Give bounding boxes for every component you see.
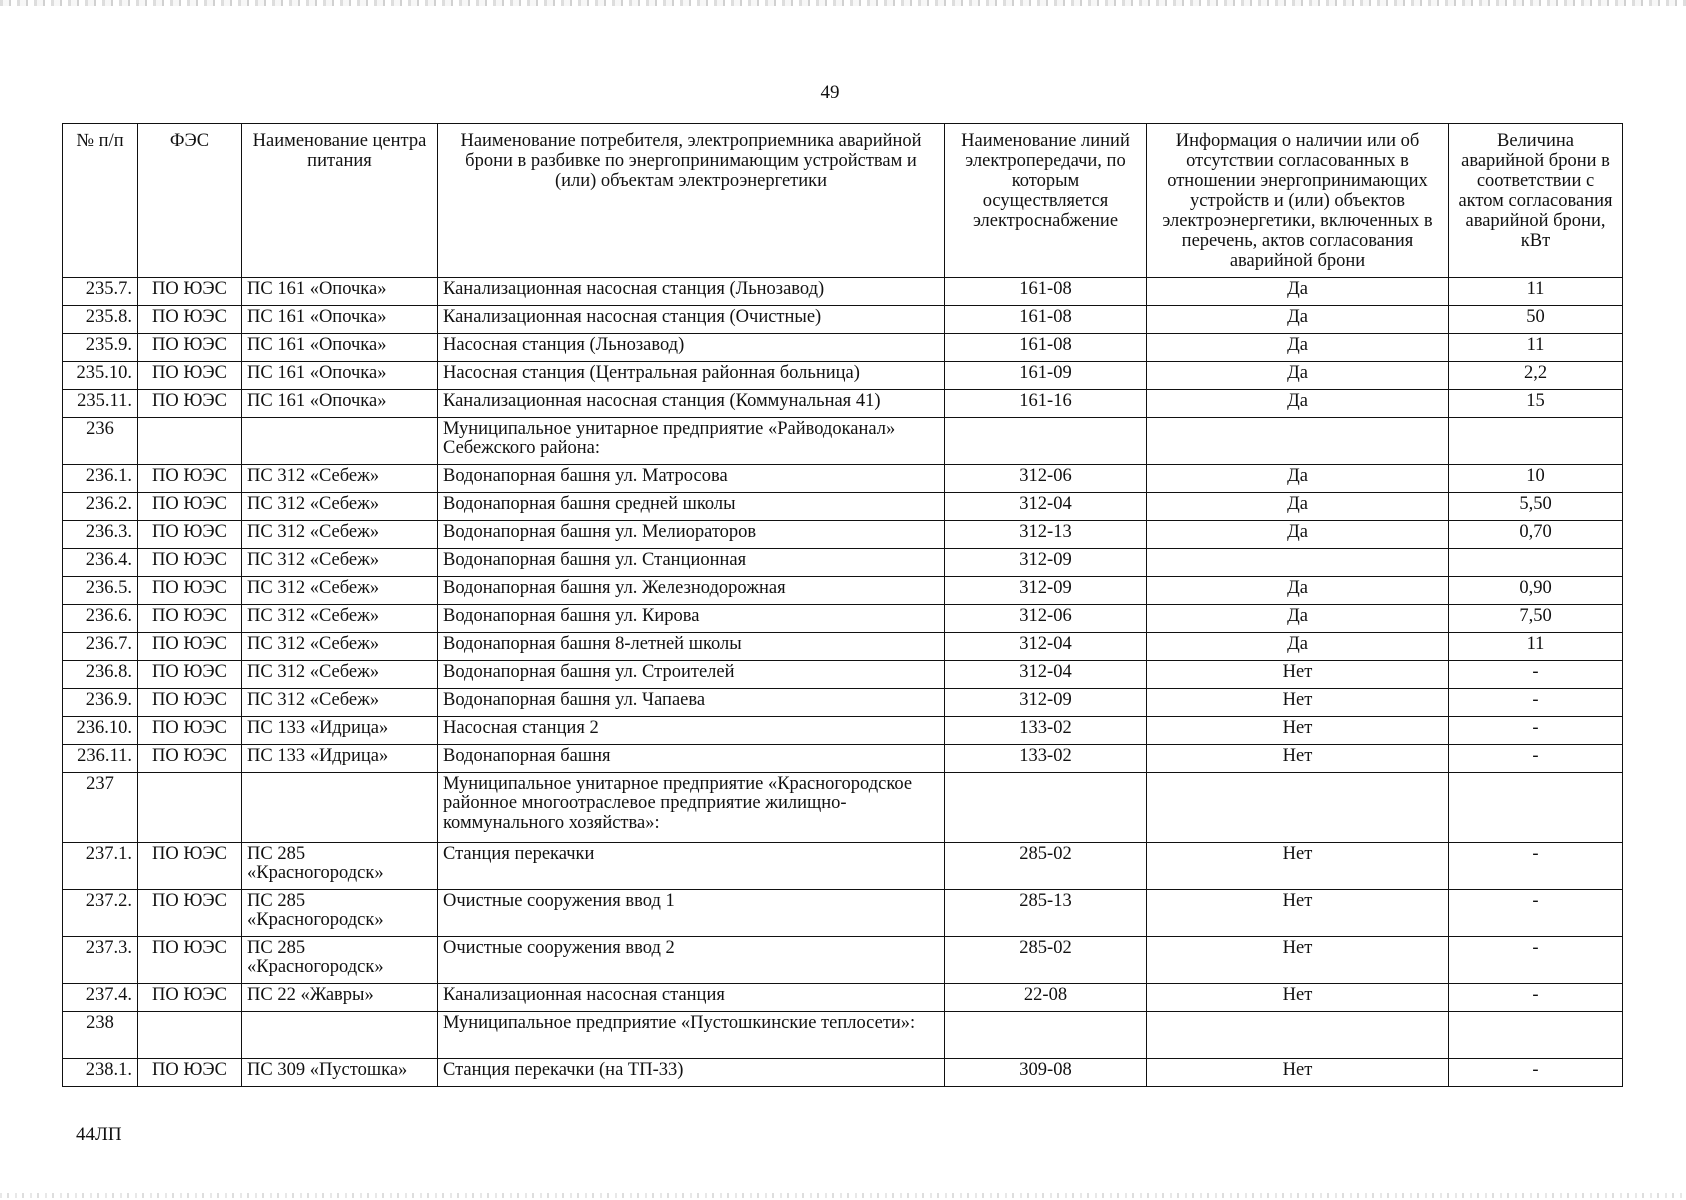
cell-power-line: 312-06 [945,465,1147,493]
cell-consumer: Насосная станция (Льнозавод) [438,334,945,362]
cell-consumer: Муниципальное предприятие «Пустошкинские теплосети»: [438,1012,945,1059]
cell-reserve-value: - [1449,843,1623,890]
cell-fes: ПО ЮЭС [138,334,242,362]
cell-power-line: 285-02 [945,937,1147,984]
cell-power-center: ПС 133 «Идрица» [242,745,438,773]
cell-consumer: Станция перекачки (на ТП-33) [438,1059,945,1087]
cell-reserve-value: 0,70 [1449,521,1623,549]
cell-power-line: 161-08 [945,334,1147,362]
cell-reserve-value: 5,50 [1449,493,1623,521]
cell-reserve-value [1449,418,1623,465]
cell-consumer: Насосная станция (Центральная районная больница) [438,362,945,390]
cell-power-center: ПС 312 «Себеж» [242,549,438,577]
cell-power-line: 133-02 [945,745,1147,773]
cell-fes: ПО ЮЭС [138,605,242,633]
cell-power-center: ПС 312 «Себеж» [242,633,438,661]
table-row [63,1059,1623,1087]
cell-reserve-value: - [1449,890,1623,937]
table-row [63,362,1623,390]
cell-agreement-info: Да [1147,521,1449,549]
header-fes: ФЭС [138,124,242,278]
cell-fes: ПО ЮЭС [138,843,242,890]
cell-num: 236.10. [63,717,138,745]
cell-agreement-info: Да [1147,577,1449,605]
cell-power-center: ПС 161 «Опочка» [242,362,438,390]
cell-fes: ПО ЮЭС [138,689,242,717]
cell-fes: ПО ЮЭС [138,717,242,745]
cell-num: 236.9. [63,689,138,717]
cell-num: 236.6. [63,605,138,633]
cell-agreement-info: Да [1147,278,1449,306]
cell-reserve-value: 2,2 [1449,362,1623,390]
cell-reserve-value: - [1449,661,1623,689]
cell-reserve-value: - [1449,717,1623,745]
cell-power-center: ПС 312 «Себеж» [242,465,438,493]
cell-agreement-info [1147,549,1449,577]
table-row [63,605,1623,633]
cell-power-center [242,418,438,465]
cell-fes: ПО ЮЭС [138,661,242,689]
cell-consumer: Водонапорная башня ул. Кирова [438,605,945,633]
cell-num: 235.10. [63,362,138,390]
table-row [63,390,1623,418]
cell-reserve-value [1449,549,1623,577]
cell-reserve-value: 11 [1449,334,1623,362]
cell-power-center: ПС 161 «Опочка» [242,390,438,418]
table-group-row [63,1012,1623,1059]
cell-reserve-value: 11 [1449,278,1623,306]
cell-num: 235.8. [63,306,138,334]
table-row [63,984,1623,1012]
table-row [63,717,1623,745]
cell-num: 236.3. [63,521,138,549]
cell-num: 237 [63,773,138,843]
cell-power-line [945,773,1147,843]
table-row [63,493,1623,521]
cell-reserve-value: 15 [1449,390,1623,418]
table-row [63,549,1623,577]
table-row [63,661,1623,689]
cell-agreement-info: Да [1147,362,1449,390]
cell-agreement-info: Да [1147,493,1449,521]
cell-agreement-info: Нет [1147,984,1449,1012]
cell-reserve-value: 0,90 [1449,577,1623,605]
cell-reserve-value: 11 [1449,633,1623,661]
cell-num: 237.4. [63,984,138,1012]
cell-fes: ПО ЮЭС [138,549,242,577]
cell-power-line: 285-13 [945,890,1147,937]
table-row [63,465,1623,493]
cell-num: 236.1. [63,465,138,493]
cell-agreement-info: Нет [1147,661,1449,689]
table-row [63,278,1623,306]
scan-edge-top [0,0,1686,6]
cell-agreement-info: Да [1147,633,1449,661]
cell-consumer: Водонапорная башня ул. Железнодорожная [438,577,945,605]
cell-num: 238.1. [63,1059,138,1087]
cell-power-center: ПС 312 «Себеж» [242,661,438,689]
page-number: 49 [820,82,840,103]
cell-reserve-value [1449,773,1623,843]
scan-edge-bottom [0,1193,1686,1198]
cell-agreement-info: Да [1147,605,1449,633]
cell-consumer: Водонапорная башня ул. Строителей [438,661,945,689]
cell-power-line: 161-09 [945,362,1147,390]
cell-consumer: Очистные сооружения ввод 1 [438,890,945,937]
cell-power-line: 312-09 [945,577,1147,605]
cell-power-center: ПС 22 «Жавры» [242,984,438,1012]
cell-power-center: ПС 133 «Идрица» [242,717,438,745]
cell-num: 235.7. [63,278,138,306]
table-row [63,745,1623,773]
cell-power-line [945,418,1147,465]
cell-power-line: 309-08 [945,1059,1147,1087]
cell-fes: ПО ЮЭС [138,577,242,605]
cell-fes: ПО ЮЭС [138,362,242,390]
cell-reserve-value: 7,50 [1449,605,1623,633]
cell-agreement-info [1147,773,1449,843]
header-power-lines: Наименование линий электропередачи, по которым осуществляется электроснабжение [945,124,1147,278]
cell-agreement-info: Да [1147,306,1449,334]
cell-power-line: 285-02 [945,843,1147,890]
cell-consumer: Водонапорная башня [438,745,945,773]
header-agreement-info: Информация о наличии или об отсутствии согласованных в отношении энергопринимающих устройств и (или) объектов электроэнергетики, включенных в перечень, актов согласования аварийной брони [1147,124,1449,278]
cell-power-center: ПС 161 «Опочка» [242,306,438,334]
cell-consumer: Очистные сооружения ввод 2 [438,937,945,984]
table-row [63,521,1623,549]
cell-agreement-info: Да [1147,465,1449,493]
header-reserve-value: Величина аварийной брони в соответствии с актом согласования аварийной брони, кВт [1449,124,1623,278]
cell-reserve-value: - [1449,984,1623,1012]
cell-fes: ПО ЮЭС [138,306,242,334]
cell-num: 236.5. [63,577,138,605]
cell-consumer: Водонапорная башня ул. Чапаева [438,689,945,717]
cell-power-center [242,1012,438,1059]
cell-power-center: ПС 161 «Опочка» [242,278,438,306]
cell-fes: ПО ЮЭС [138,984,242,1012]
cell-fes: ПО ЮЭС [138,890,242,937]
cell-agreement-info: Нет [1147,937,1449,984]
cell-num: 237.2. [63,890,138,937]
cell-power-line: 312-09 [945,689,1147,717]
cell-fes [138,418,242,465]
table-header-row [63,124,1623,278]
cell-consumer: Водонапорная башня ул. Мелиораторов [438,521,945,549]
cell-power-center [242,773,438,843]
table-row [63,306,1623,334]
cell-fes: ПО ЮЭС [138,465,242,493]
cell-num: 235.11. [63,390,138,418]
cell-agreement-info: Нет [1147,890,1449,937]
cell-power-line: 22-08 [945,984,1147,1012]
cell-consumer: Водонапорная башня ул. Матросова [438,465,945,493]
cell-consumer: Канализационная насосная станция (Льнозавод) [438,278,945,306]
cell-consumer: Муниципальное унитарное предприятие «Красногородское районное многоотраслевое предприятие жилищно-коммунального хозяйства»: [438,773,945,843]
cell-power-line: 161-16 [945,390,1147,418]
cell-num: 238 [63,1012,138,1059]
cell-fes: ПО ЮЭС [138,633,242,661]
cell-power-line: 312-09 [945,549,1147,577]
cell-power-line: 312-04 [945,661,1147,689]
table-row [63,633,1623,661]
cell-consumer: Станция перекачки [438,843,945,890]
cell-num: 236.7. [63,633,138,661]
table-row [63,689,1623,717]
cell-power-line: 161-08 [945,306,1147,334]
cell-reserve-value: - [1449,745,1623,773]
table-row [63,843,1623,890]
cell-fes: ПО ЮЭС [138,1059,242,1087]
cell-fes: ПО ЮЭС [138,745,242,773]
cell-num: 236.2. [63,493,138,521]
cell-power-center: ПС 161 «Опочка» [242,334,438,362]
cell-power-center: ПС 309 «Пустошка» [242,1059,438,1087]
cell-consumer: Водонапорная башня ул. Станционная [438,549,945,577]
cell-num: 236.4. [63,549,138,577]
table-group-row [63,773,1623,843]
cell-power-line: 161-08 [945,278,1147,306]
cell-agreement-info: Нет [1147,1059,1449,1087]
cell-power-center: ПС 312 «Себеж» [242,493,438,521]
cell-num: 237.1. [63,843,138,890]
cell-fes: ПО ЮЭС [138,278,242,306]
table-group-row [63,418,1623,465]
cell-fes: ПО ЮЭС [138,493,242,521]
cell-power-center: ПС 285 «Красногородск» [242,843,438,890]
cell-power-center: ПС 312 «Себеж» [242,521,438,549]
cell-power-line: 312-04 [945,493,1147,521]
cell-reserve-value: 10 [1449,465,1623,493]
cell-consumer: Канализационная насосная станция [438,984,945,1012]
cell-num: 236.8. [63,661,138,689]
table-body [63,278,1623,1087]
cell-consumer: Канализационная насосная станция (Очистные) [438,306,945,334]
header-num: № п/п [63,124,138,278]
cell-power-line: 312-04 [945,633,1147,661]
cell-agreement-info: Нет [1147,745,1449,773]
cell-reserve-value: - [1449,689,1623,717]
cell-reserve-value: - [1449,1059,1623,1087]
cell-agreement-info [1147,418,1449,465]
cell-num: 236.11. [63,745,138,773]
cell-power-center: ПС 312 «Себеж» [242,577,438,605]
cell-power-line: 312-13 [945,521,1147,549]
cell-agreement-info: Нет [1147,717,1449,745]
cell-power-line [945,1012,1147,1059]
table-row [63,937,1623,984]
cell-power-center: ПС 312 «Себеж» [242,605,438,633]
cell-consumer: Муниципальное унитарное предприятие «Райводоканал» Себежского района: [438,418,945,465]
header-power-center: Наименование центра питания [242,124,438,278]
cell-agreement-info: Да [1147,390,1449,418]
cell-power-center: ПС 285 «Красногородск» [242,890,438,937]
cell-power-line: 133-02 [945,717,1147,745]
cell-num: 236 [63,418,138,465]
table-row [63,334,1623,362]
table-row [63,577,1623,605]
cell-reserve-value: - [1449,937,1623,984]
cell-consumer: Насосная станция 2 [438,717,945,745]
cell-agreement-info [1147,1012,1449,1059]
cell-fes [138,1012,242,1059]
cell-consumer: Канализационная насосная станция (Коммунальная 41) [438,390,945,418]
cell-num: 235.9. [63,334,138,362]
header-consumer: Наименование потребителя, электроприемника аварийной брони в разбивке по энергопринимающим устройствам и (или) объектам электроэнергетики [438,124,945,278]
cell-consumer: Водонапорная башня 8-летней школы [438,633,945,661]
cell-reserve-value: 50 [1449,306,1623,334]
cell-num: 237.3. [63,937,138,984]
cell-agreement-info: Нет [1147,689,1449,717]
cell-fes: ПО ЮЭС [138,521,242,549]
cell-reserve-value [1449,1012,1623,1059]
cell-power-center: ПС 312 «Себеж» [242,689,438,717]
cell-power-line: 312-06 [945,605,1147,633]
cell-agreement-info: Нет [1147,843,1449,890]
emergency-reserve-table [62,123,1623,1087]
cell-fes: ПО ЮЭС [138,390,242,418]
cell-agreement-info: Да [1147,334,1449,362]
cell-fes [138,773,242,843]
cell-fes: ПО ЮЭС [138,937,242,984]
cell-consumer: Водонапорная башня средней школы [438,493,945,521]
cell-power-center: ПС 285 «Красногородск» [242,937,438,984]
footer-code: 44ЛП [76,1124,122,1145]
table-row [63,890,1623,937]
